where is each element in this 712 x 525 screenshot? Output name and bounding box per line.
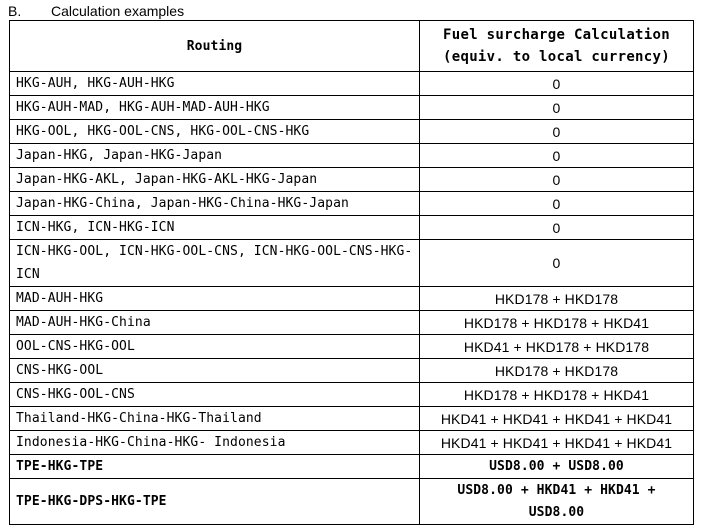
section-title: Calculation examples	[51, 3, 185, 19]
table-row	[10, 431, 694, 455]
table-row	[10, 240, 694, 287]
routing-cell: HKG-AUH, HKG-AUH-HKG	[10, 72, 420, 96]
table-row	[10, 96, 694, 120]
fuel-cell: 0	[420, 168, 694, 192]
section-heading	[8, 3, 184, 20]
routing-column-header: Routing	[10, 21, 420, 72]
table-row	[10, 72, 694, 96]
table-row	[10, 455, 694, 479]
routing-cell: CNS-HKG-OOL	[10, 359, 420, 383]
fuel-cell: HKD41 + HKD41 + HKD41 + HKD41	[420, 431, 694, 455]
fuel-cell: HKD178 + HKD178	[420, 287, 694, 311]
fuel-cell: USD8.00 + USD8.00	[420, 455, 694, 479]
fuel-cell: HKD178 + HKD178 + HKD41	[420, 383, 694, 407]
table-row	[10, 359, 694, 383]
fuel-cell: USD8.00 + HKD41 + HKD41 + USD8.00	[420, 479, 694, 525]
fuel-cell: 0	[420, 216, 694, 240]
fuel-cell: 0	[420, 120, 694, 144]
routing-cell: MAD-AUH-HKG	[10, 287, 420, 311]
fuel-cell: HKD178 + HKD178 + HKD41	[420, 311, 694, 335]
table-row	[10, 168, 694, 192]
fuel-surcharge-column-header	[420, 21, 694, 72]
table-row	[10, 287, 694, 311]
routing-cell: Indonesia-HKG-China-HKG- Indonesia	[10, 431, 420, 455]
routing-cell: ICN-HKG, ICN-HKG-ICN	[10, 216, 420, 240]
routing-cell: Thailand-HKG-China-HKG-Thailand	[10, 407, 420, 431]
table-row	[10, 311, 694, 335]
fuel-header-line-2: (equiv. to local currency)	[443, 49, 670, 65]
table-row	[10, 144, 694, 168]
fuel-cell: HKD41 + HKD178 + HKD178	[420, 335, 694, 359]
routing-cell: ICN-HKG-OOL, ICN-HKG-OOL-CNS, ICN-HKG-OOL-CNS-HKG-ICN	[10, 240, 420, 287]
fuel-cell: 0	[420, 96, 694, 120]
routing-cell: TPE-HKG-DPS-HKG-TPE	[10, 479, 420, 525]
fuel-cell: HKD41 + HKD41 + HKD41 + HKD41	[420, 407, 694, 431]
table-row	[10, 216, 694, 240]
routing-cell: HKG-AUH-MAD, HKG-AUH-MAD-AUH-HKG	[10, 96, 420, 120]
routing-cell: MAD-AUH-HKG-China	[10, 311, 420, 335]
fuel-header-line-1: Fuel surcharge Calculation	[443, 27, 670, 43]
routing-cell: TPE-HKG-TPE	[10, 455, 420, 479]
table-row	[10, 192, 694, 216]
routing-cell: CNS-HKG-OOL-CNS	[10, 383, 420, 407]
fuel-cell: HKD178 + HKD178	[420, 359, 694, 383]
table-row	[10, 383, 694, 407]
routing-cell: Japan-HKG, Japan-HKG-Japan	[10, 144, 420, 168]
routing-cell: HKG-OOL, HKG-OOL-CNS, HKG-OOL-CNS-HKG	[10, 120, 420, 144]
routing-cell: Japan-HKG-AKL, Japan-HKG-AKL-HKG-Japan	[10, 168, 420, 192]
fuel-cell: 0	[420, 240, 694, 287]
routing-cell: Japan-HKG-China, Japan-HKG-China-HKG-Japan	[10, 192, 420, 216]
section-letter: B.	[8, 3, 22, 19]
fuel-cell: 0	[420, 144, 694, 168]
fuel-cell: 0	[420, 72, 694, 96]
fuel-cell: 0	[420, 192, 694, 216]
table-row	[10, 479, 694, 525]
table-row	[10, 335, 694, 359]
table-row	[10, 407, 694, 431]
table-row	[10, 120, 694, 144]
table-header-row	[10, 21, 694, 72]
fuel-surcharge-table	[9, 20, 694, 525]
routing-cell: OOL-CNS-HKG-OOL	[10, 335, 420, 359]
